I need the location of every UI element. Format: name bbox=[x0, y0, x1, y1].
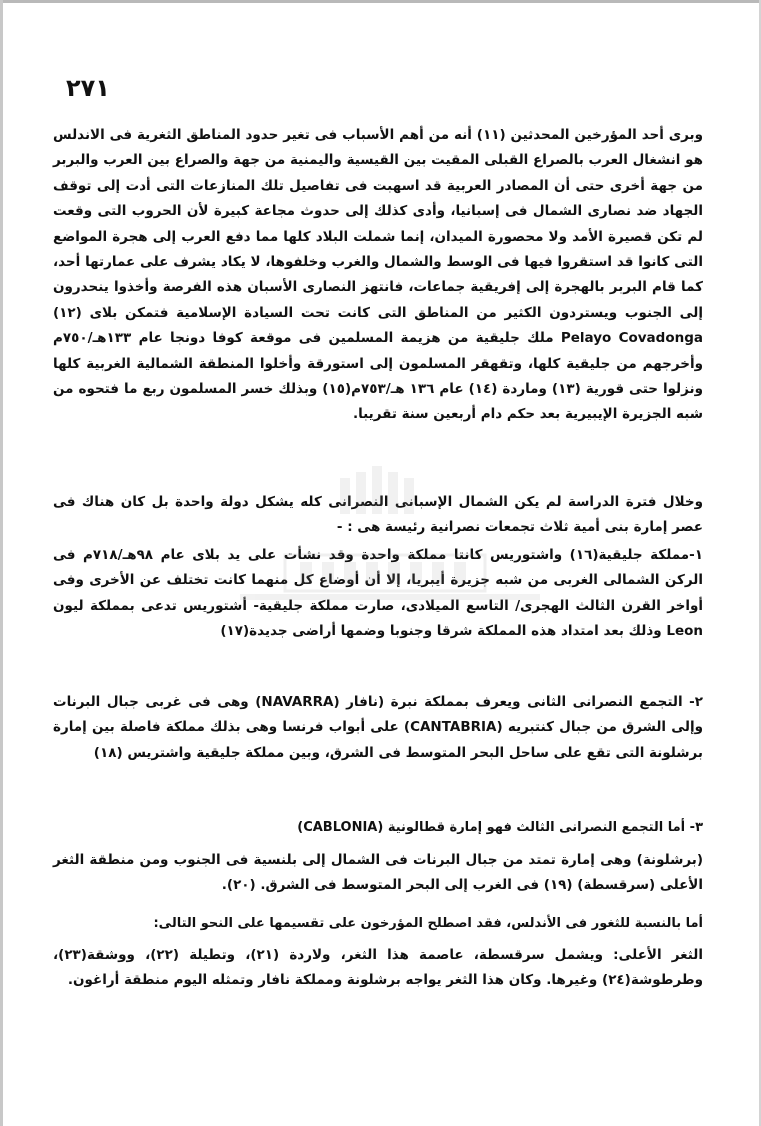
page-number: ٢٧١ bbox=[66, 74, 110, 102]
paragraph-catalonia-heading: ٣- أما التجمع النصرانى الثالث فهو إمارة قطالونية (CABLONIA) bbox=[297, 820, 703, 835]
paragraph-upper-frontier: الثغر الأعلى: ويشمل سرقسطة، عاصمة هذا الثغر، ولاردة (٢١)، وتطيلة (٢٢)، ووشقة(٢٣)، وطرطوشة(٢٤) وغيرها. وكان هذا الثغر يواجه برشلونة ومملكة نافار وتمثله اليوم منطقة أراغون. bbox=[53, 947, 703, 989]
page-edge-left bbox=[0, 0, 3, 1126]
paragraph-kingdom-galicia-asturias: ١-مملكة جليقية(١٦) واشتوريس كانتا مملكة واحدة وقد نشأت على يد بلاى عام ٩٨هـ/٧١٨م فى الركن الشمالى الغربى من شبه جزيرة أيبريا، إلا أن أوضاع كل منهما كانت تختلف عن الأخرى وفى أواخر القرن الثالث الهجرى/ التاسع الميلادى، صارت مملكة جليقية- أشتوريس تدعى بمملكة ليون Leon وذلك بعد امتداد هذه المملكة شرقا وجنوبا وضمها أراضى جديدة(١٧) bbox=[53, 547, 703, 640]
page-edge-top bbox=[0, 0, 761, 3]
paragraph-frontier-division-intro: أما بالنسبة للثغور فى الأندلس، فقد اصطلح المؤرخون على تقسيمها على النحو التالى: bbox=[153, 916, 703, 931]
paragraph-kingdom-navarra: ٢- التجمع النصرانى الثانى ويعرف بمملكة نبرة (نافار (NAVARRA) وهى فى غربى جبال البرنات وإلى الشرق من جبال كنتبريه (CANTABRIA) على أبواب فرنسا وهى بذلك مملكة فاصلة بين إمارة برشلونة التى تقع على ساحل البحر المتوسط فى الشرق، وبين مملكة جليقية واشتريس (١٨) bbox=[53, 694, 703, 761]
paragraph-barcelona: (برشلونة) وهى إمارة تمتد من جبال البرنات فى الشمال إلى بلنسية فى الجنوب ومن منطقة الثغر الأعلى (سرقسطة) (١٩) فى الغرب إلى البحر المتوسط فى الشرق. (٢٠). bbox=[53, 852, 703, 894]
paragraph-causes-of-frontier-change: وبرى أحد المؤرخين المحدثين (١١) أنه من أهم الأسباب فى تغير حدود المناطق الثغرية فى الاندلس هو انشغال العرب بالصراع القبلى المقيت بين القيسية واليمنية من جهة والصراع بين العرب والبربر من جهة أخرى حتى أن المصادر العربية قد اسهبت فى تفاصيل تلك المنازعات التى أدت إلى توقف الجهاد ضد نصارى الشمال فى إسبانيا، وأدى كذلك إلى حدوث مجاعة كبيرة لأن الحروب التى وقعت لم تكن قصيرة الأمد ولا محصورة الميدان، إنما شملت البلاد كلها مما دفع العرب إلى هجرة المواضع التى كانوا قد استقروا فيها فى الوسط والشمال والغرب وخلفوها، لا يكاد يشرف على عمارتها أحد، كما قام البربر بالهجرة إلى إفريقية جماعات، فانتهز النصارى الأسبان هذه الفرصة وأخذوا ينحدرون إلى الجنوب ويستردون الكثير من المناطق التى كانت تحت السيادة الإسلامية فتمكن بلاى (١٢) Pelayo Covadonga ملك جليقية من هزيمة المسلمين فى موقعة كوفا دونجا عام ١٣٣هـ/٧٥٠م وأخرجهم من جليقية كلها، وتقهقر المسلمون إلى استورقة وأخلوا المنطقة الشمالية الغربية كلها ونزلوا حتى قورية (١٣) وماردة (١٤) عام ١٣٦ هـ/٧٥٣م(١٥) وبذلك خسر المسلمون ربع ما فتحوه من شبه الجزيرة الإيبيرية بعد حكم دام أربعين سنة تقريبا. bbox=[53, 127, 703, 423]
paragraph-christian-north-overview: وخلال فترة الدراسة لم يكن الشمال الإسبانى النصرانى كله يشكل دولة واحدة بل كان هناك فى عصر إمارة بنى أمية ثلاث تجمعات نصرانية رئيسة هى : - bbox=[53, 494, 703, 536]
